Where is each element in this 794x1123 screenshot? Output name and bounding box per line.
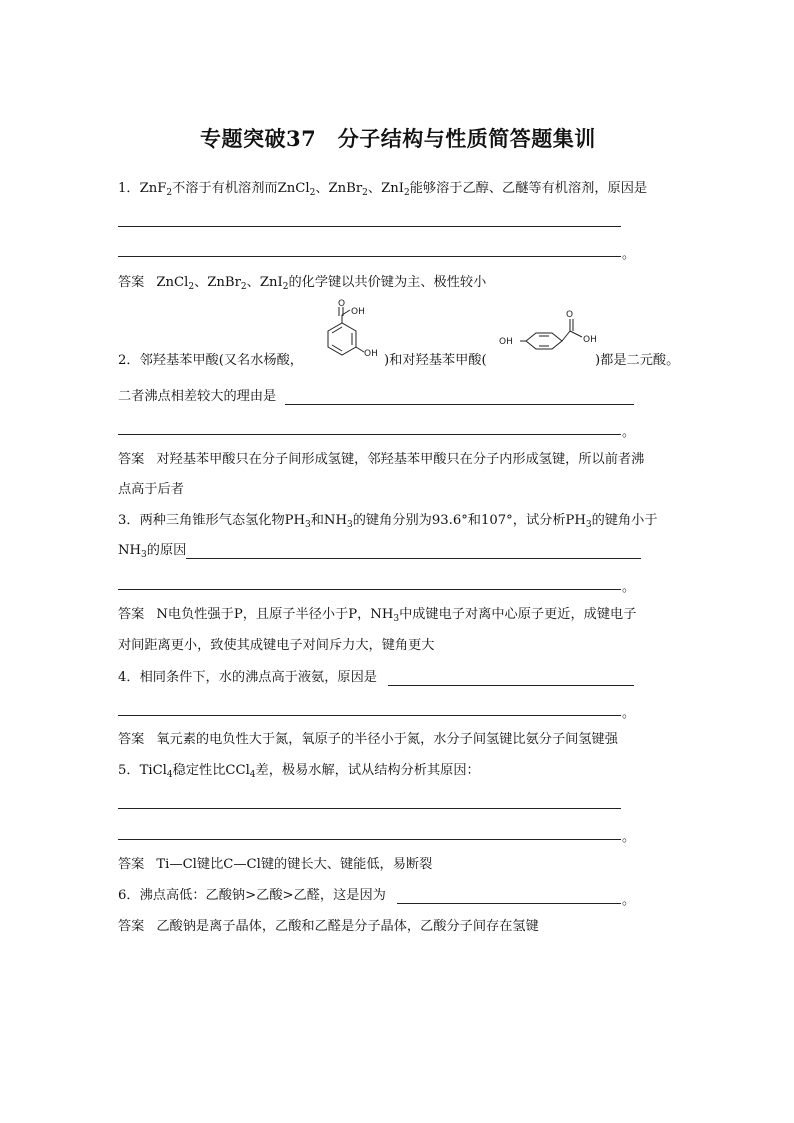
q2-text-a: 邻羟基苯甲酸(又名水杨酸， bbox=[139, 353, 303, 368]
question-5 bbox=[118, 763, 480, 779]
q6-text: 沸点高低：乙酸钠>乙酸>乙醛，这是因为 bbox=[139, 888, 386, 903]
answer-label: 答案 bbox=[118, 607, 145, 622]
q1-period: 。 bbox=[622, 247, 636, 262]
a1-sub-3: 2 bbox=[282, 282, 289, 292]
question-2-text-a bbox=[118, 353, 303, 369]
answer-2-line-2: 点高于后者 bbox=[118, 482, 184, 497]
q5-sub-2: 4 bbox=[249, 770, 256, 780]
label-o: O bbox=[338, 299, 346, 309]
salicylic-acid-structure bbox=[300, 299, 386, 369]
question-3-line-2 bbox=[118, 543, 186, 559]
answer-label: 答案 bbox=[118, 919, 145, 934]
answer-3-line-2: 对间距离更小，致使其成键电子对间斥力大，键角更大 bbox=[118, 638, 435, 653]
label-oh-para: OH bbox=[499, 337, 513, 347]
q6-period: 。 bbox=[622, 893, 636, 908]
a1-text-b: 、ZnBr bbox=[194, 275, 241, 290]
answer-2-line-1 bbox=[118, 452, 644, 468]
a1-text-a: ZnCl bbox=[156, 275, 189, 290]
label-oh-carboxyl: OH bbox=[583, 335, 597, 345]
q2-line2: 二者沸点相差较大的理由是 bbox=[118, 389, 277, 404]
question-3 bbox=[118, 513, 658, 529]
a1-sub-1: 2 bbox=[188, 282, 195, 292]
answer-label: 答案 bbox=[118, 857, 145, 872]
label-oh: OH bbox=[364, 349, 378, 359]
q1-answer-line-1[interactable] bbox=[118, 226, 621, 227]
a1-text-c: 、ZnI bbox=[246, 275, 283, 290]
question-number: 1． bbox=[118, 181, 140, 196]
answer-label: 答案 bbox=[118, 452, 145, 467]
answer-3-line-1 bbox=[118, 607, 636, 623]
q4-text: 相同条件下，水的沸点高于液氨，原因是 bbox=[139, 670, 377, 685]
q1-answer-line-2[interactable] bbox=[118, 256, 621, 257]
q5-period: 。 bbox=[622, 830, 636, 845]
q1-text-e: 能够溶于乙醇、乙醚等有机溶剂，原因是 bbox=[409, 181, 648, 196]
q3-line2-a: NH bbox=[118, 543, 142, 558]
answer-4 bbox=[118, 732, 618, 748]
a2-text-1: 对羟基苯甲酸只在分子间形成氢键，邻羟基苯甲酸只在分子内形成氢键，所以前者沸 bbox=[156, 452, 645, 467]
label-oh-top: OH bbox=[351, 307, 365, 317]
question-number: 4． bbox=[118, 670, 140, 685]
a4-text: 氧元素的电负性大于氮，氧原子的半径小于氮，水分子间氢键比氨分子间氢键强 bbox=[156, 732, 618, 747]
answer-label: 答案 bbox=[118, 275, 145, 290]
label-o: O bbox=[566, 310, 574, 320]
q1-sub-4: 2 bbox=[403, 188, 410, 198]
q3-text-d: 的键角小于 bbox=[591, 513, 658, 528]
q3-sub-4: 3 bbox=[141, 550, 147, 560]
q4-period: 。 bbox=[622, 706, 636, 721]
q2-text-c: )都是二元酸。 bbox=[595, 353, 680, 368]
q5-answer-line-2[interactable] bbox=[118, 839, 621, 840]
q1-text-a: ZnF bbox=[139, 181, 167, 196]
question-number: 2． bbox=[118, 353, 140, 368]
q4-answer-line-1[interactable] bbox=[388, 685, 634, 686]
q5-answer-line-1[interactable] bbox=[118, 808, 621, 809]
q3-sub-2: 3 bbox=[346, 520, 353, 530]
question-number: 6． bbox=[118, 888, 140, 903]
answer-label: 答案 bbox=[118, 732, 145, 747]
q3-sub-1: 3 bbox=[305, 520, 311, 530]
q1-sub-3: 2 bbox=[362, 188, 368, 198]
question-4 bbox=[118, 670, 377, 686]
q3-answer-line-1[interactable] bbox=[186, 558, 641, 559]
page-title: 专题突破37 分子结构与性质简答题集训 bbox=[200, 126, 596, 151]
q5-text-b: 稳定性比CCl bbox=[172, 763, 250, 778]
a5-text: Ti—Cl键比C—Cl键的键长大、键能低，易断裂 bbox=[156, 857, 433, 872]
q6-answer-line[interactable] bbox=[397, 903, 621, 904]
q1-text-c: 、ZnBr bbox=[315, 181, 363, 196]
p-hydroxybenzoic-acid-structure bbox=[490, 305, 600, 369]
q1-text-b: 不溶于有机溶剂而ZnCl bbox=[172, 181, 310, 196]
question-number: 3． bbox=[118, 513, 140, 528]
q2-text-b: )和对羟基苯甲酸( bbox=[384, 353, 487, 368]
q3-line2-b: 的原因 bbox=[146, 543, 187, 558]
a1-sub-2: 2 bbox=[240, 282, 247, 292]
answer-5 bbox=[118, 857, 432, 873]
answer-1 bbox=[118, 275, 486, 291]
a6-text: 乙酸钠是离子晶体，乙酸和乙醛是分子晶体，乙酸分子间存在氢键 bbox=[156, 919, 539, 934]
q3-text-b: 和NH bbox=[310, 513, 347, 528]
a1-text-d: 的化学键以共价键为主、极性较小 bbox=[288, 275, 487, 290]
q1-sub-2: 2 bbox=[309, 188, 316, 198]
question-1 bbox=[118, 181, 647, 197]
benzene-ring bbox=[526, 333, 562, 349]
q3-period: 。 bbox=[622, 580, 636, 595]
q5-text-c: 差，极易水解，试从结构分析其原因： bbox=[255, 763, 480, 778]
q2-answer-line-2[interactable] bbox=[118, 434, 621, 435]
question-number: 5． bbox=[118, 763, 140, 778]
q3-text-a: 两种三角锥形气态氢化物PH bbox=[139, 513, 306, 528]
a3-text-a: N电负性强于P，且原子半径小于P，NH bbox=[156, 607, 394, 622]
answer-6 bbox=[118, 919, 539, 935]
q2-answer-line-1[interactable] bbox=[285, 404, 634, 405]
q3-sub-3: 3 bbox=[585, 520, 592, 530]
a3-text-b: 中成键电子对离中心原子更近，成键电子 bbox=[399, 607, 637, 622]
q3-answer-line-2[interactable] bbox=[118, 589, 621, 590]
q3-text-c: 的键角分别为93.6°和107°，试分析PH bbox=[352, 513, 586, 528]
q2-period: 。 bbox=[622, 425, 636, 440]
q5-text-a: TiCl bbox=[139, 763, 167, 778]
q1-sub-1: 2 bbox=[166, 188, 173, 198]
q1-text-d: 、ZnI bbox=[367, 181, 404, 196]
q5-sub-1: 4 bbox=[166, 770, 173, 780]
question-6 bbox=[118, 888, 386, 904]
a3-sub: 3 bbox=[393, 614, 400, 624]
q4-answer-line-2[interactable] bbox=[118, 715, 621, 716]
